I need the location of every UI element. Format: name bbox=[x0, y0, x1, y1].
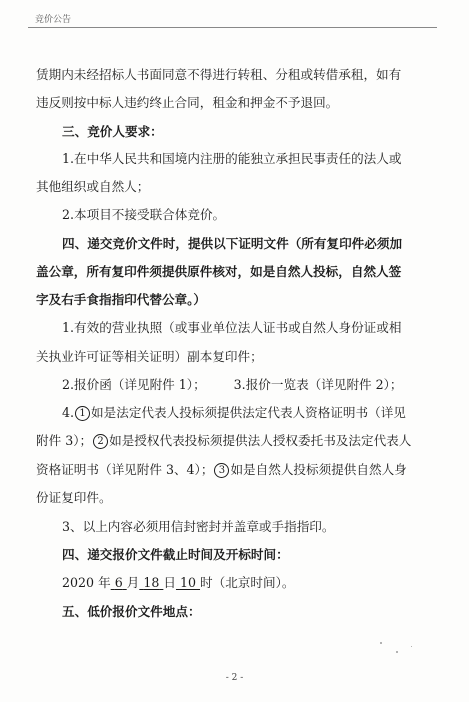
list-item-text: 如是授权代表投标须提供法人授权委托书及法定代表人 bbox=[109, 433, 412, 448]
section-heading-continuation: 盖公章，所有复印件须提供原件核对，如是自然人投标，自然人签 bbox=[36, 264, 402, 279]
list-item-text: 如是自然人投标须提供自然人身 bbox=[230, 462, 407, 477]
section-heading-documents: 四、递交竞价文件时，提供以下证明文件（所有复印件必须加 bbox=[62, 236, 403, 251]
header-label: 竞价公告 bbox=[35, 15, 72, 25]
scan-speck bbox=[396, 651, 398, 653]
page-number: - 2 - bbox=[225, 673, 244, 683]
list-item-quote: 2.报价函（详见附件 1）； bbox=[62, 377, 206, 392]
section-heading-location: 五、低价报价文件地点： bbox=[62, 604, 201, 619]
date-day: 18 bbox=[143, 575, 160, 590]
date-unit: 日 bbox=[163, 575, 176, 590]
list-item-continuation: 关执业许可证等相关证明）副本复印件； bbox=[36, 349, 263, 364]
list-item-continuation: 其他组织或自然人； bbox=[36, 179, 150, 194]
list-item-text: 如是法定代表人投标须提供法定代表人资格证明书（详见 bbox=[91, 405, 406, 420]
circled-number: 1 bbox=[75, 406, 90, 421]
list-item: 1.在中华人民共和国境内注册的能独立承担民事责任的法人或 bbox=[62, 151, 402, 166]
section-heading-requirements: 三、竞价人要求： bbox=[62, 124, 163, 139]
circled-number: 2 bbox=[93, 434, 108, 449]
list-item-text: 附件 3）； bbox=[36, 433, 93, 448]
list-item-text: 资格证明书（详见附件 3、4）； bbox=[36, 462, 214, 477]
date-unit: 月 bbox=[126, 575, 140, 590]
date-year: 2020 bbox=[62, 575, 95, 590]
list-item bbox=[62, 405, 406, 421]
list-item-price-table: 3.报价一览表（详见附件 2）； bbox=[233, 377, 403, 392]
date-unit: 年 bbox=[98, 575, 111, 590]
list-item: 2.本项目不接受联合体竞价。 bbox=[62, 207, 226, 222]
circled-number: 3 bbox=[214, 463, 229, 478]
date-month: 6 bbox=[114, 575, 123, 590]
deadline-date bbox=[62, 575, 294, 591]
header-rule bbox=[28, 27, 437, 28]
list-item: 3、以上内容必须用信封密封并盖章或手指指印。 bbox=[62, 519, 335, 534]
section-heading-continuation: 字及右手食指指印代替公章。） bbox=[36, 292, 207, 307]
list-item-continuation bbox=[36, 462, 407, 478]
paragraph-line: 赁期内未经招标人书面同意不得进行转租、分租或转借承租，如有 bbox=[36, 67, 402, 82]
paragraph-line: 违反则按中标人违约终止合同，租金和押金不予退回。 bbox=[36, 95, 339, 110]
scan-speck bbox=[411, 646, 412, 647]
list-item-continuation bbox=[36, 433, 411, 449]
list-item bbox=[62, 377, 403, 393]
scan-speck bbox=[380, 642, 382, 644]
list-item: 1.有效的营业执照（或事业单位法人证书或自然人身份证或相 bbox=[62, 320, 402, 335]
list-item-number: 4. bbox=[62, 405, 75, 420]
section-heading-deadline: 四、递交报价文件截止时间及开标时间： bbox=[62, 547, 289, 562]
date-hour: 10 bbox=[179, 575, 197, 590]
list-item-continuation: 份证复印件。 bbox=[36, 490, 112, 505]
date-suffix: 时（北京时间）。 bbox=[200, 575, 295, 590]
